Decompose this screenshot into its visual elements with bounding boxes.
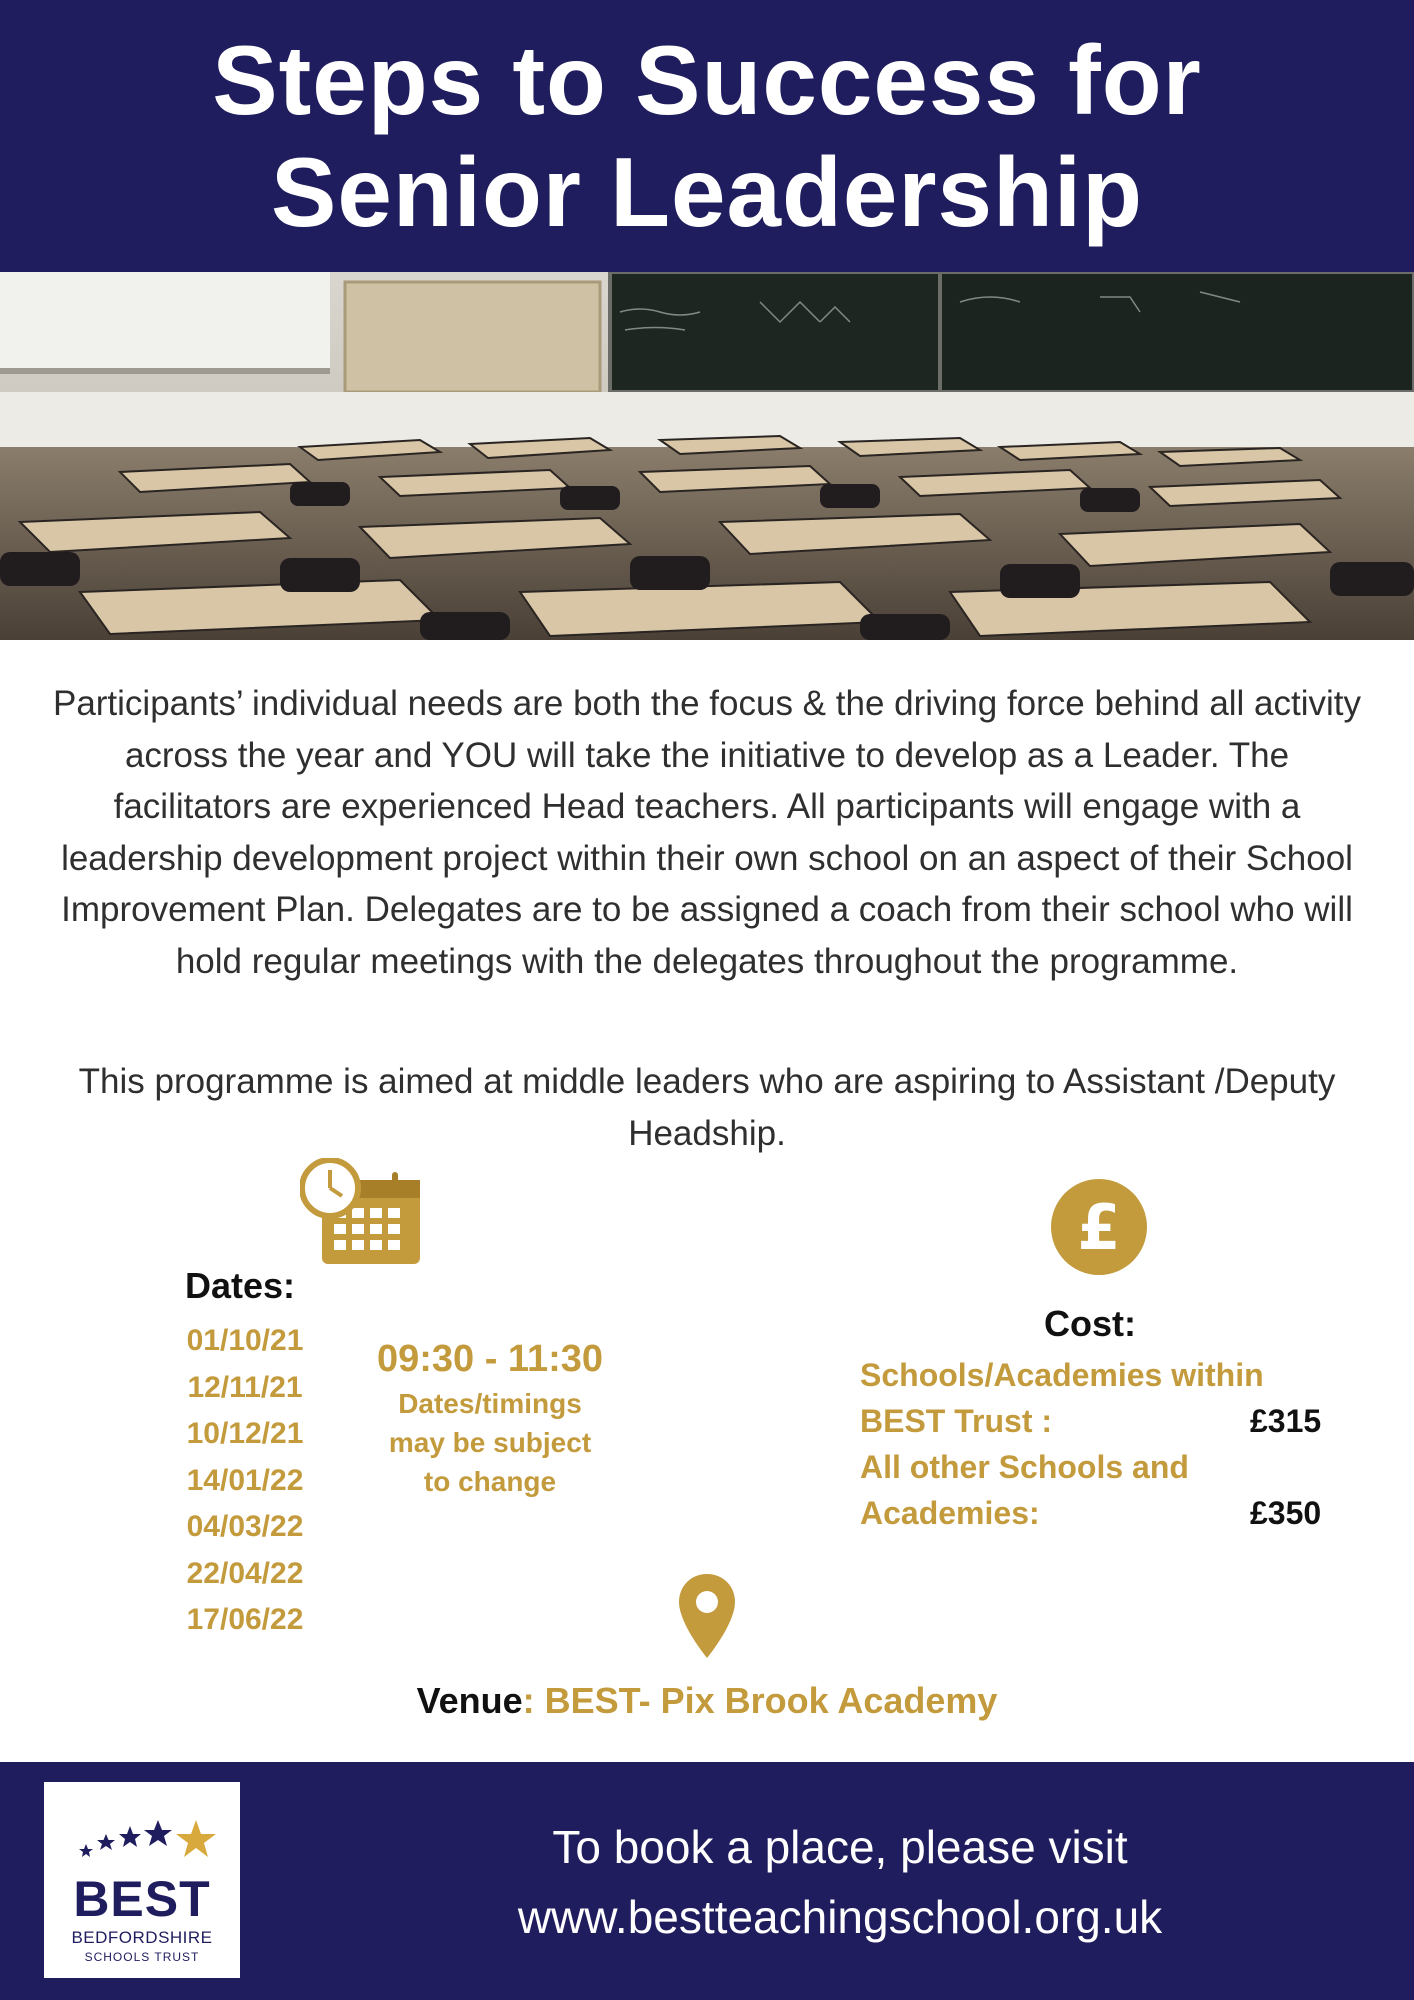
booking-text — [320, 1812, 1360, 1952]
title-line-2: Senior Leadership — [270, 137, 1143, 247]
venue-line — [0, 1680, 1414, 1722]
header-banner — [0, 0, 1414, 272]
cost-label-line-4: Academies: — [860, 1495, 1040, 1531]
cost-heading: Cost: — [1044, 1303, 1136, 1344]
logo-stars-icon — [74, 1804, 224, 1874]
logo-best-text: BEST — [73, 1871, 211, 1927]
venue-label: Venue — [416, 1680, 523, 1721]
calendar-clock-icon — [300, 1158, 424, 1268]
timing-note-line-1: Dates/timings — [398, 1388, 582, 1419]
footer-banner — [0, 1762, 1414, 2000]
cost-label-line-3: All other Schools and — [860, 1449, 1189, 1485]
date-item: 04/03/22 — [186, 1510, 304, 1543]
logo-line-1: BEDFORDSHIRE — [71, 1928, 213, 1947]
session-time: 09:30 - 11:30 — [376, 1338, 604, 1380]
intro-paragraph: Participants’ individual needs are both the focus & the driving force behind all activity across the year and YOU will take the initiative to develop as a Leader. The facilitators are experienced Head teachers. All participants will engage with a leadership development project within their own school on an aspect of their School Improvement Plan. Delegates are to be assigned a coach from their school who will hold regular meetings with the delegates throughout the programme. — [52, 684, 1362, 981]
timing-note-line-2: may be subject — [388, 1427, 592, 1458]
cost-price-other: £350 — [1250, 1495, 1322, 1531]
title-line-1: Steps to Success for — [212, 25, 1202, 135]
timing-note-line-3: to change — [423, 1466, 557, 1497]
classroom-photo — [0, 272, 1414, 640]
aim-paragraph: This programme is aimed at middle leaders who are aspiring to Assistant /Deputy Headship. — [78, 1062, 1336, 1153]
date-item: 22/04/22 — [186, 1556, 304, 1590]
time-block — [360, 1334, 620, 1501]
cost-label-line-1: Schools/Academies within — [860, 1357, 1264, 1393]
dates-heading: Dates: — [184, 1265, 296, 1306]
dates-list — [160, 1318, 330, 1644]
date-item: 01/10/21 — [186, 1324, 304, 1357]
map-pin-icon — [676, 1572, 738, 1660]
booking-url[interactable]: www.bestteachingschool.org.uk — [517, 1891, 1163, 1943]
date-item: 14/01/22 — [186, 1463, 304, 1497]
logo-line-2: SCHOOLS TRUST — [84, 1950, 200, 1964]
svg-text:£: £ — [1077, 1191, 1121, 1264]
cost-label-line-2: BEST Trust : — [860, 1403, 1053, 1439]
best-logo — [44, 1782, 240, 1978]
date-item: 17/06/22 — [186, 1603, 304, 1636]
pound-sign-icon — [1050, 1178, 1148, 1276]
venue-value: : BEST- Pix Brook Academy — [522, 1680, 998, 1721]
booking-line-1: To book a place, please visit — [552, 1821, 1128, 1873]
date-item: 12/11/21 — [187, 1370, 303, 1404]
date-item: 10/12/21 — [186, 1417, 304, 1450]
cost-price-best: £315 — [1250, 1403, 1322, 1439]
